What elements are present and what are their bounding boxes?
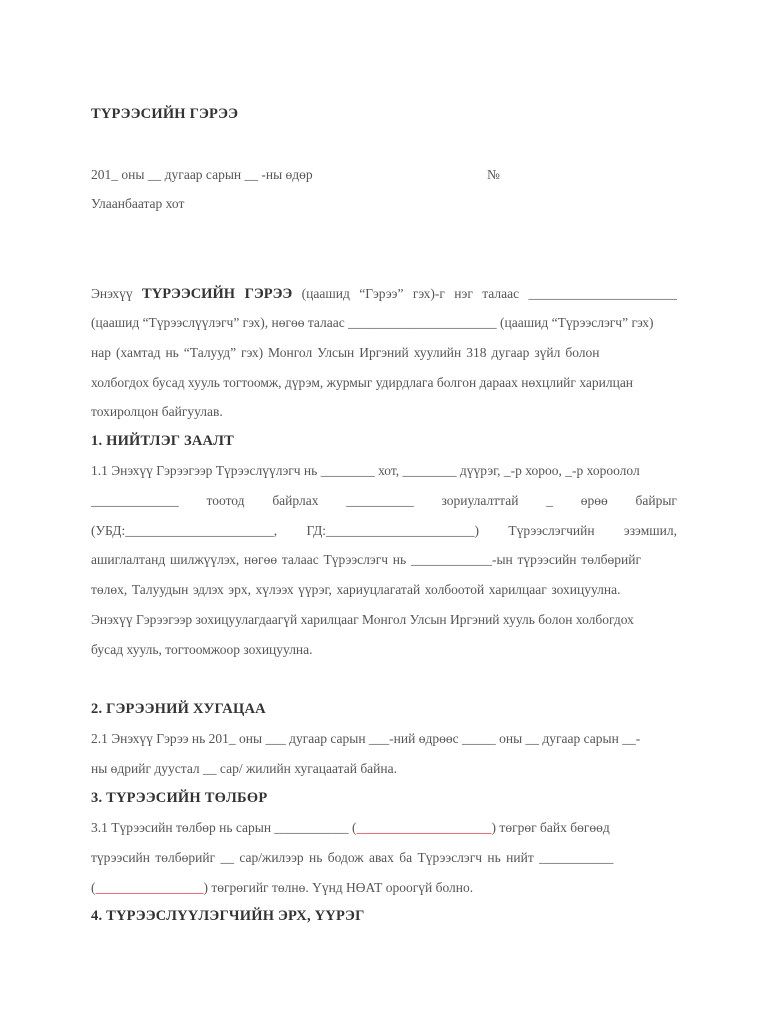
intro-line-3: нар (хамтад нь “Талууд” гэх) Монгол Улсын Иргэний хуулийн 318 дугаар зүйл болон	[91, 345, 600, 360]
payment-words-blank: ____________________	[356, 820, 492, 835]
total-open-paren: (	[91, 880, 96, 895]
section-2-heading: 2. ГЭРЭЭНИЙ ХУГАЦАА	[91, 701, 266, 717]
intro-text: Энэхүү	[91, 286, 143, 301]
section-4-heading: 4. ТҮРЭЭСЛҮҮЛЭГЧИЙН ЭРХ, ҮҮРЭГ	[91, 908, 365, 924]
blank-purpose: __________	[346, 493, 414, 508]
section-1-line-5: төлөх, Талуудын эдлэх эрх, хүлээх үүрэг, хариуцлагатай холбоотой харилцааг зохицуулна.	[91, 582, 621, 597]
total-text: ) төгрөгийг төлнө. Үүнд НӨАТ ороогүй болно.	[203, 880, 474, 895]
blank-rooms: _	[546, 493, 553, 508]
gd-field: ГД:______________________)	[306, 523, 480, 538]
date-line: 201_ оны __ дугаар сарын __ -ны өдөр	[91, 167, 313, 182]
intro-line-4: холбогдох бусад хууль тогтоомж, дүрэм, журмыг удирдлага болгон дараах нөхцлийг харилцан	[91, 375, 634, 390]
word-tenant-own: Түрээслэгчийн	[508, 523, 595, 538]
intro-line-2: (цаашид “Түрээслүүлэгч” гэх), нөгөө талаас ______________________ (цаашид “Түрээслэгч” гэх)	[91, 315, 654, 330]
section-3-heading: 3. ТҮРЭЭСИЙН ТӨЛБӨР	[91, 790, 268, 806]
city-line: Улаанбаатар хот	[91, 196, 185, 211]
word-bairlah: байрлах	[272, 493, 319, 508]
intro-line-1	[91, 285, 677, 303]
word-tootod: тоотод	[206, 493, 245, 508]
section-1-line-6: Энэхүү Гэрээгээр зохицуулагдаагүй харилцааг Монгол Улсын Иргэний хууль болон холбогдох	[91, 612, 634, 627]
section-2-line-2: ны өдрийг дуустал __ сар/ жилийн хугацаатай байна.	[91, 761, 397, 776]
section-2-line-1: 2.1 Энэхүү Гэрээ нь 201_ оны ___ дугаар сарын ___-ний өдрөөс _____ оны __ дугаар сарын __-	[91, 731, 641, 746]
section-3-line-1	[91, 819, 610, 837]
section-1-line-1: 1.1 Энэхүү Гэрээгээр Түрээслүүлэгч нь ________ хот, ________ дүүрэг, _-р хороо, _-р хороолол	[91, 463, 640, 478]
word-oroo: өрөө	[580, 493, 608, 508]
blank-number: _____________	[91, 493, 179, 508]
word-zoriulalttai: зориулалттай	[441, 493, 519, 508]
word-possession: эзэмшил,	[623, 523, 677, 538]
ubd-field: (УБД:______________________,	[91, 523, 278, 538]
payment-text-cont: ) төгрөг байх бөгөөд	[491, 820, 610, 835]
intro-text-cont: (цаашид “Гэрээ” гэх)-г нэг талаас ______________________	[292, 286, 677, 301]
section-1-line-2	[91, 492, 677, 510]
total-words-blank: ________________	[95, 880, 204, 895]
intro-contract-name: ТҮРЭЭСИЙН ГЭРЭЭ	[142, 286, 293, 302]
section-1-line-3	[91, 522, 677, 540]
contract-number-sign: №	[487, 167, 500, 182]
section-1-line-4: ашиглалтанд шилжүүлэх, нөгөө талаас Түрээслэгч нь ____________-ын түрээсийн төлбөрийг	[91, 552, 642, 567]
payment-text: 3.1 Түрээсийн төлбөр нь сарын ___________ (	[91, 820, 357, 835]
section-3-line-2: түрээсийн төлбөрийг __ сар/жилээр нь бодож авах ба Түрээслэгч нь нийт ___________	[91, 850, 614, 865]
section-1-line-7: бусад хууль, тогтоомжоор зохицуулна.	[91, 642, 313, 657]
section-3-line-3	[91, 879, 473, 897]
intro-line-5: тохиролцон байгуулав.	[91, 404, 223, 419]
word-bairyg: байрыг	[635, 493, 677, 508]
document-title: ТҮРЭЭСИЙН ГЭРЭЭ	[91, 106, 239, 122]
section-1-heading: 1. НИЙТЛЭГ ЗААЛТ	[91, 433, 235, 449]
